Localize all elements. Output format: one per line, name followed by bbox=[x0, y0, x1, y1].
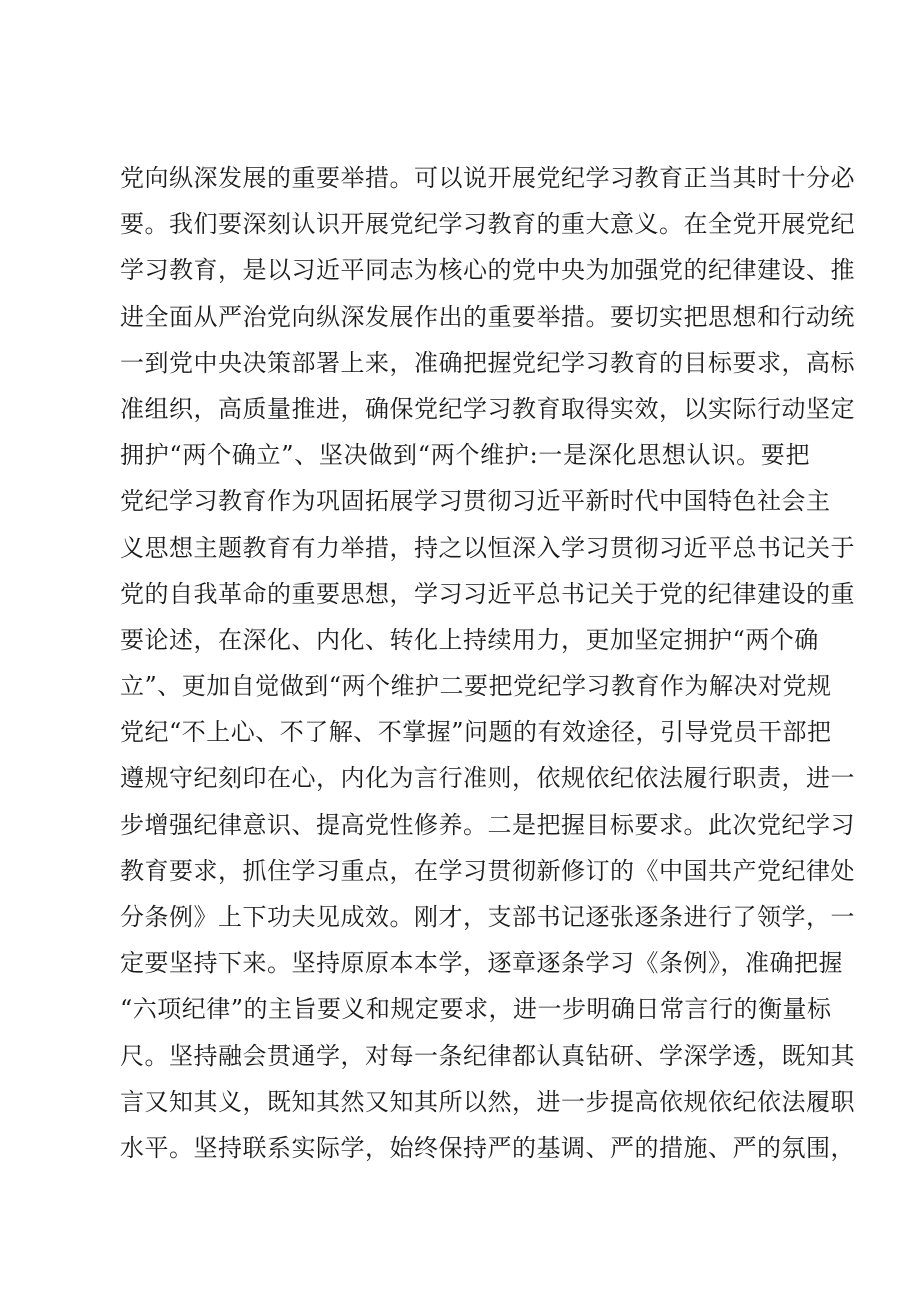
text-line: 尺。坚持融会贯通学，对每一条纪律都认真钻研、学深学透，既知其 bbox=[120, 1041, 855, 1070]
text-line: 教育要求，抓住学习重点，在学习贯彻新修订的《中国共产党纪律处 bbox=[120, 856, 855, 885]
body-text bbox=[120, 155, 855, 1171]
text-line: 义思想主题教育有力举措，持之以恒深入学习贯彻习近平总书记关于 bbox=[120, 533, 855, 562]
text-line: 学习教育，是以习近平同志为核心的党中央为加强党的纪律建设、推 bbox=[120, 256, 855, 285]
text-line: 遵规守纪刻印在心，内化为言行准则，依规依纪依法履行职责，进一 bbox=[120, 764, 855, 793]
text-line: 言又知其义，既知其然又知其所以然，进一步提高依规依纪依法履职 bbox=[120, 1087, 855, 1116]
text-line: 准组织，高质量推进，确保党纪学习教育取得实效，以实际行动坚定 bbox=[120, 394, 855, 423]
text-line: 定要坚持下来。坚持原原本本学，逐章逐条学习《条例》，准确把握 bbox=[120, 949, 843, 978]
text-line: “六项纪律”的主旨要义和规定要求，进一步明确日常言行的衡量标 bbox=[120, 995, 832, 1024]
text-line: 水平。坚持联系实际学，始终保持严的基调、严的措施、严的氛围， bbox=[120, 1133, 855, 1162]
text-line: 党向纵深发展的重要举措。可以说开展党纪学习教育正当其时十分必 bbox=[120, 164, 855, 192]
text-line: 一到党中央决策部署上来，准确把握党纪学习教育的目标要求，高标 bbox=[120, 348, 855, 377]
text-line: 分条例》上下功夫见成效。刚才，支部书记逐张逐条进行了领学，一 bbox=[120, 903, 855, 931]
text-line: 党纪学习教育作为巩固拓展学习贯彻习近平新时代中国特色社会主 bbox=[120, 487, 831, 516]
text-line: 拥护“两个确立”、坚决做到“两个维护:一是深化思想认识。要把 bbox=[120, 441, 810, 470]
text-line: 党纪“不上心、不了解、不掌握”问题的有效途径，引导党员干部把 bbox=[120, 718, 832, 747]
text-line: 进全面从严治党向纵深发展作出的重要举措。要切实把思想和行动统 bbox=[120, 302, 855, 331]
text-line: 要论述，在深化、内化、转化上持续用力，更加坚定拥护“两个确 bbox=[120, 625, 819, 654]
text-line: 要。我们要深刻认识开展党纪学习教育的重大意义。在全党开展党纪 bbox=[120, 210, 855, 239]
text-line: 党的自我革命的重要思想，学习习近平总书记关于党的纪律建设的重 bbox=[120, 579, 855, 608]
text-line: 步增强纪律意识、提高党性修养。二是把握目标要求。此次党纪学习 bbox=[120, 810, 855, 839]
text-line: 立”、更加自觉做到“两个维护二要把党纪学习教育作为解决对党规 bbox=[120, 672, 832, 701]
